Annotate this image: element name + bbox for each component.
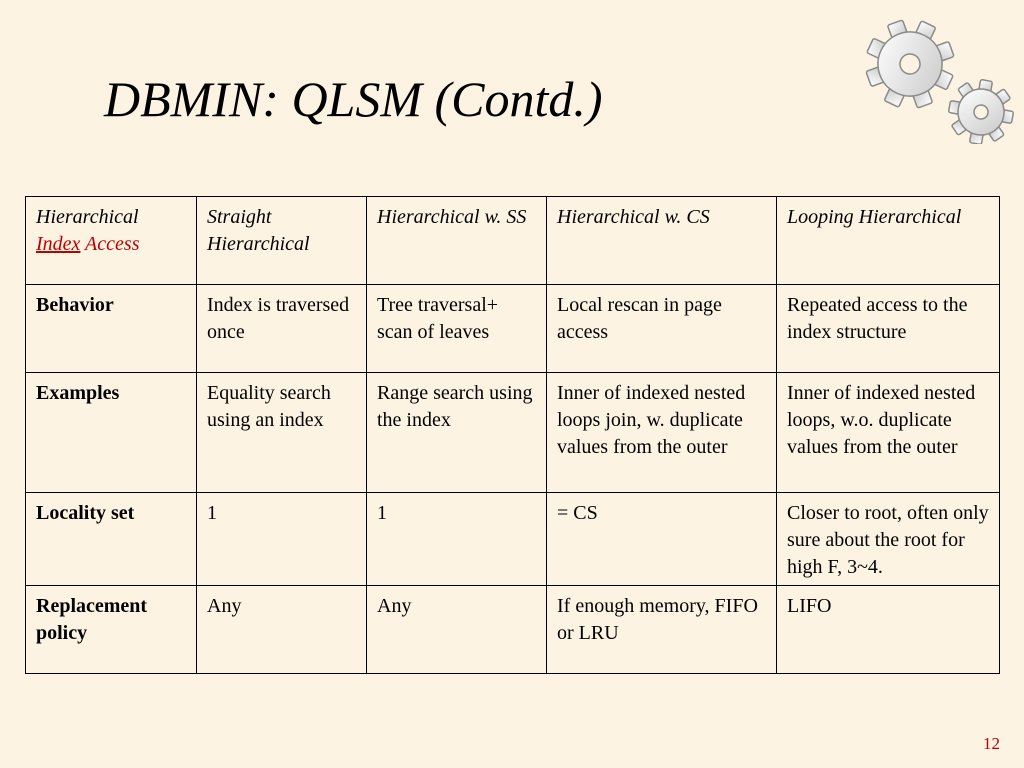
table-cell: Closer to root, often only sure about the root for high F, 3~4. <box>777 493 1000 586</box>
small-gear-icon <box>944 75 1018 144</box>
table-cell: LIFO <box>777 586 1000 674</box>
table-cell: Index is traversed once <box>197 285 367 373</box>
row-label: Replacement policy <box>26 586 197 674</box>
table-cell: 1 <box>197 493 367 586</box>
qlsm-table <box>25 196 1000 674</box>
header-cell: Looping Hierarchical <box>777 197 1000 285</box>
page-number: 12 <box>983 734 1000 753</box>
table-cell: If enough memory, FIFO or LRU <box>547 586 777 674</box>
row-label: Examples <box>26 373 197 493</box>
header-first-line1: Hierarchical <box>36 206 139 228</box>
table-row <box>26 373 1000 493</box>
header-cell: Hierarchical w. CS <box>547 197 777 285</box>
table-cell: 1 <box>367 493 547 586</box>
table-row <box>26 285 1000 373</box>
table-cell: Any <box>197 586 367 674</box>
table-cell: Tree traversal+ scan of leaves <box>367 285 547 373</box>
gears-icon <box>858 14 1024 144</box>
table-cell: Range search using the index <box>367 373 547 493</box>
table-row <box>26 586 1000 674</box>
row-label: Locality set <box>26 493 197 586</box>
table-cell: Equality search using an index <box>197 373 367 493</box>
table-cell: Repeated access to the index structure <box>777 285 1000 373</box>
header-first-underlined: Index <box>36 233 81 255</box>
header-cell: Hierarchical w. SS <box>367 197 547 285</box>
header-cell-index-access <box>26 197 197 285</box>
table-cell: = CS <box>547 493 777 586</box>
table-header-row <box>26 197 1000 285</box>
table-cell: Inner of indexed nested loops join, w. duplicate values from the outer <box>547 373 777 493</box>
header-first-rest: Access <box>80 233 140 255</box>
slide-title: DBMIN: QLSM (Contd.) <box>104 71 603 127</box>
table-row <box>26 493 1000 586</box>
header-cell: Straight Hierarchical <box>197 197 367 285</box>
table-cell: Any <box>367 586 547 674</box>
table-cell: Inner of indexed nested loops, w.o. duplicate values from the outer <box>777 373 1000 493</box>
row-label: Behavior <box>26 285 197 373</box>
table-cell: Local rescan in page access <box>547 285 777 373</box>
